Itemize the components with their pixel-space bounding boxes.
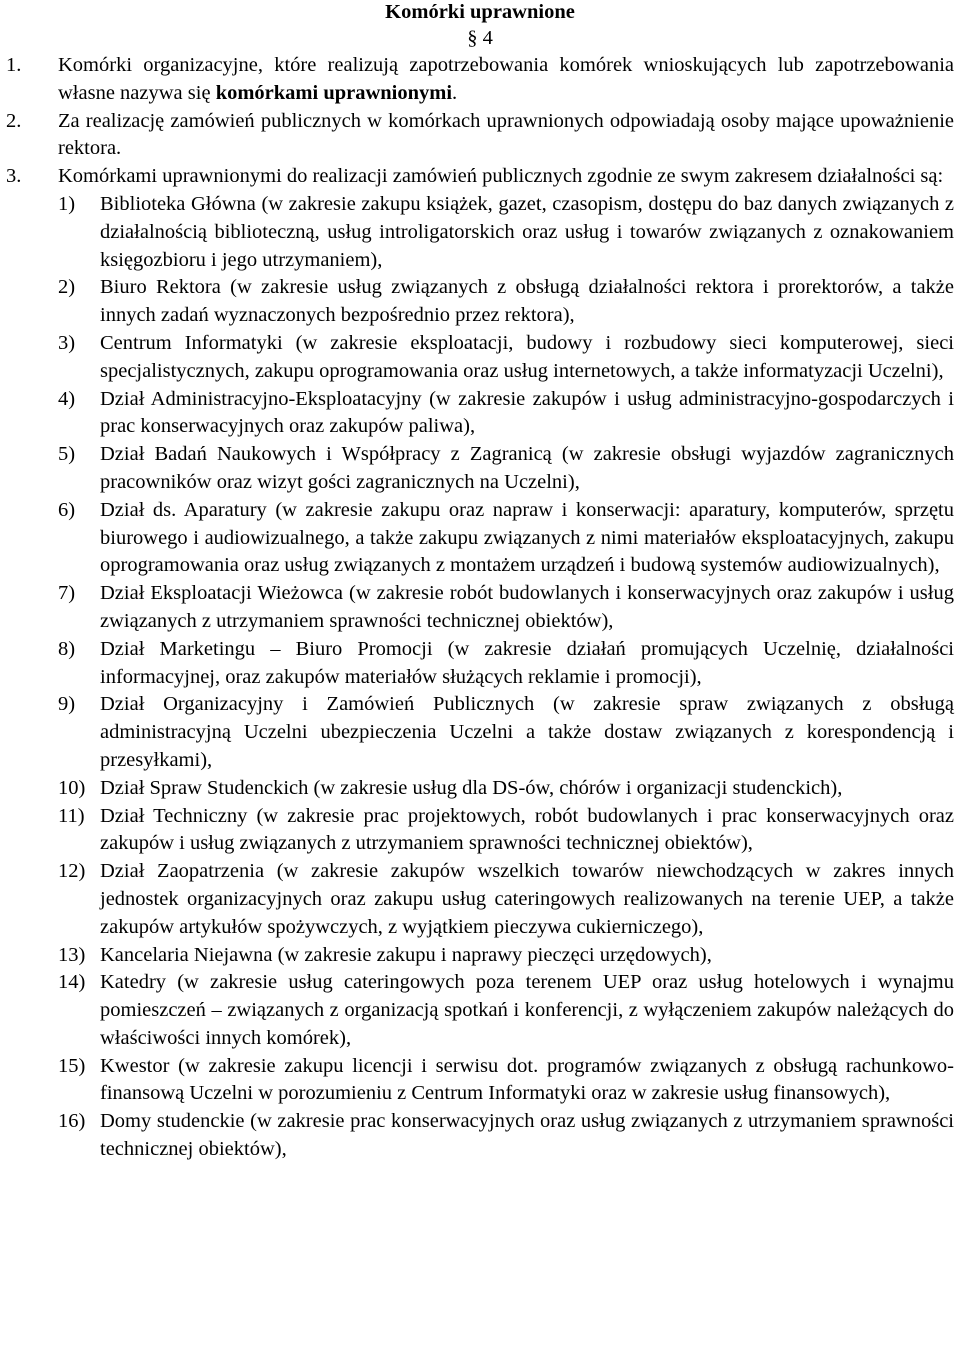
paragraph-number: 2. — [6, 109, 22, 132]
list-item-text: Dział Spraw Studenckich (w zakresie usług dla DS-ów, chórów i organizacji studenckich), — [100, 776, 843, 799]
list-item — [0, 636, 960, 692]
list-item — [0, 441, 960, 497]
list-item-number: 11) — [58, 804, 85, 827]
list-item-text: Biblioteka Główna (w zakresie zakupu książek, gazet, czasopism, dostępu do baz danych związanych z działalnością biblioteczną, usług introligatorskich oraz usług i towarów związanych z oznakowaniem księgozbioru i jego utrzymaniem), — [100, 192, 954, 271]
list-item-text: Dział Badań Naukowych i Współpracy z Zagranicą (w zakresie obsługi wyjazdów zagranicznych pracowników oraz wizyt gości zagranicznych na Uczelni), — [100, 443, 954, 493]
paragraph-3 — [0, 163, 960, 191]
paragraph-text-end: . — [452, 81, 458, 104]
list-item-text: Biuro Rektora (w zakresie usług związanych z obsługą działalności rektora i prorektorów, a także innych zadań wyznaczonych bezpośrednio przez rektora), — [100, 276, 954, 327]
list-item — [0, 274, 960, 330]
list-item-text: Dział Marketingu – Biuro Promocji (w zakresie działań promujących Uczelnię, działalności informacyjnej, oraz zakupów materiałów służących reklamie i promocji), — [100, 637, 954, 688]
list-item-text: Katedry (w zakresie usług cateringowych poza terenem UEP oraz usług hotelowych i wynajmu pomieszczeń – związanych z organizacją spotkań i konferencji, z wyłączeniem zakupów należących do właściwości innych komórek), — [100, 971, 954, 1049]
list-item-number: 5) — [58, 443, 76, 466]
list-item-number: 16) — [58, 1110, 86, 1133]
list-item — [0, 386, 960, 442]
units-list — [0, 191, 960, 1164]
paragraph-text: Komórki organizacyjne, które realizują zapotrzebowania komórek wnioskujących lub zapotrzebowania własne nazywa się — [58, 54, 954, 104]
list-item — [0, 330, 960, 386]
list-item — [0, 969, 960, 1052]
list-item-number: 6) — [58, 498, 76, 521]
list-item-text: Kancelaria Niejawna (w zakresie zakupu i naprawy pieczęci urzędowych), — [100, 943, 712, 966]
list-item-number: 15) — [58, 1054, 86, 1077]
list-item — [0, 1053, 960, 1109]
paragraph-text: Za realizację zamówień publicznych w komórkach uprawnionych odpowiadają osoby mające upoważnienie rektora. — [58, 109, 954, 160]
paragraph-bold-term: komórkami uprawnionymi — [215, 81, 453, 104]
list-item-number: 4) — [58, 387, 76, 410]
list-item-text: Dział Eksploatacji Wieżowca (w zakresie robót budowlanych i konserwacyjnych oraz zakupów i usług związanych z utrzymaniem sprawności technicznej obiektów), — [100, 582, 954, 632]
list-item — [0, 942, 960, 970]
paragraph-number: 1. — [6, 54, 22, 76]
section-mark: § 4 — [467, 27, 493, 49]
list-item-number: 2) — [58, 276, 76, 299]
list-item-text: Dział Zaopatrzenia (w zakresie zakupów wszelkich towarów niewchodzących w zakres innych jednostek organizacyjnych oraz zakupu usług cateringowych realizowanych na terenie UEP, a także zakupów artykułów spożywczych, z wyjątkiem pieczywa cukierniczego), — [100, 860, 954, 938]
list-item — [0, 580, 960, 636]
list-item-text: Centrum Informatyki (w zakresie eksploatacji, budowy i rozbudowy sieci komputerowej, sieci specjalistycznych, zakupu oprogramowania oraz usług internetowych, a także informatyzacji Uczelni), — [100, 331, 954, 382]
list-item — [0, 1108, 960, 1164]
list-item-number: 1) — [58, 192, 76, 215]
list-item — [0, 497, 960, 580]
list-item-text: Dział Techniczny (w zakresie prac projektowych, robót budowlanych i prac konserwacyjnych oraz zakupów i usług związanych z utrzymaniem sprawności technicznej obiektów), — [100, 804, 954, 855]
list-item-number: 14) — [58, 971, 86, 994]
paragraph-text: Komórkami uprawnionymi do realizacji zamówień publicznych zgodnie ze swym zakresem działalności są: — [58, 165, 944, 188]
paragraph-1 — [0, 52, 960, 108]
list-item-text: Dział ds. Aparatury (w zakresie zakupu oraz napraw i konserwacji: aparatury, komputerów, sprzętu biurowego i audiowizualnego, a także zakupu związanych z nimi materiałów eksploatacyjnych, zakupu oprogramowania oraz usług związanych z montażem urządzeń i budową systemów audiowizualnych), — [100, 498, 954, 577]
list-item — [0, 691, 960, 774]
paragraph-number: 3. — [6, 165, 22, 188]
list-item-number: 3) — [58, 331, 76, 354]
list-item-text: Dział Organizacyjny i Zamówień Publicznych (w zakresie spraw związanych z obsługą administracyjną Uczelni ubezpieczenia Uczelni a także dostaw związanych z korespondencją i przesyłkami), — [100, 693, 954, 771]
list-item-number: 8) — [58, 637, 76, 660]
list-item-number: 13) — [58, 943, 86, 966]
paragraph-2 — [0, 108, 960, 164]
list-item-text: Dział Administracyjno-Eksploatacyjny (w zakresie zakupów i usług administracyjno-gospodarczych i prac konserwacyjnych oraz zakupów paliwa), — [100, 387, 954, 438]
document-title: Komórki uprawnione — [385, 1, 575, 23]
list-item-text: Domy studenckie (w zakresie prac konserwacyjnych oraz usług związanych z utrzymaniem sprawności technicznej obiektów), — [100, 1110, 954, 1161]
list-item-number: 7) — [58, 582, 76, 605]
list-item — [0, 775, 960, 803]
list-item-text: Kwestor (w zakresie zakupu licencji i serwisu dot. programów związanych z obsługą rachunkowo-finansową Uczelni w porozumieniu z Centrum Informatyki oraz w zakresie usług finansowych), — [100, 1054, 954, 1105]
list-item-number: 10) — [58, 776, 86, 799]
list-item — [0, 803, 960, 859]
list-item — [0, 191, 960, 274]
list-item-number: 9) — [58, 693, 76, 716]
list-item — [0, 858, 960, 941]
list-item-number: 12) — [58, 860, 86, 883]
